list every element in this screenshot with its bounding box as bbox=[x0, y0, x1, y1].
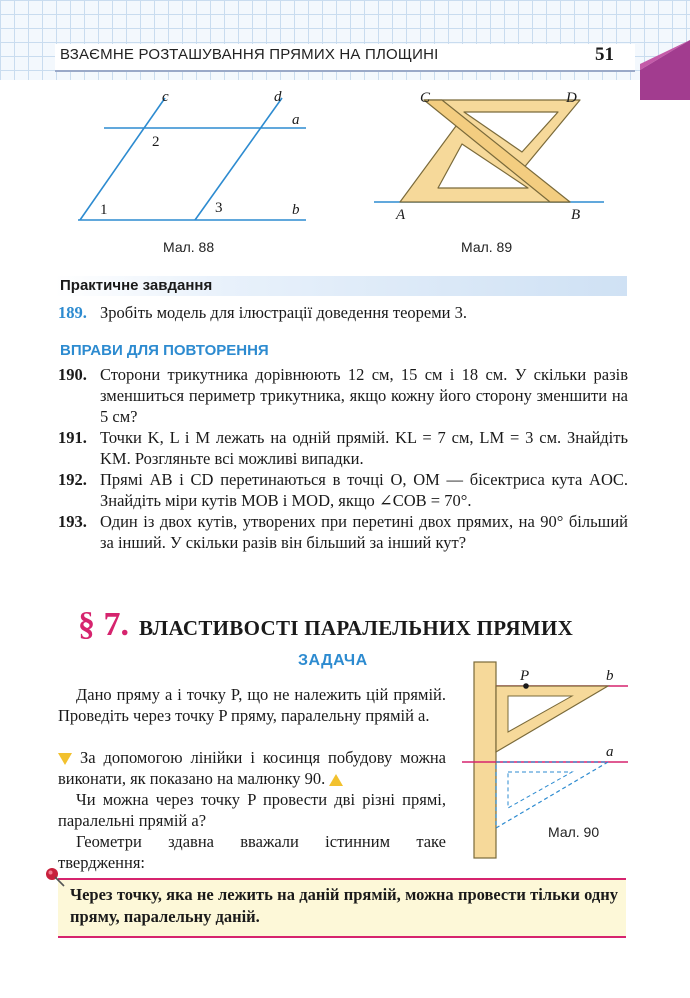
figure-90 bbox=[460, 660, 630, 860]
fig89-label-B: B bbox=[571, 207, 581, 223]
practical-task-title: Практичне завдання bbox=[60, 277, 213, 294]
fig88-label-b: b bbox=[292, 202, 300, 218]
point-P bbox=[523, 683, 529, 689]
fig89-label-D: D bbox=[566, 90, 577, 106]
page-number: 51 bbox=[595, 44, 614, 65]
fig88-caption: Мал. 88 bbox=[163, 239, 215, 255]
exercise-number: 190. bbox=[58, 365, 87, 384]
exercise-number: 192. bbox=[58, 470, 87, 489]
exercise-193 bbox=[58, 511, 628, 553]
task-paragraph-2-text: За допомогою лінійки і косинця побудову можна виконати, як показано на малюнку 90. bbox=[58, 748, 447, 788]
task-paragraph-3: Чи можна через точку P провести дві різні прямі, паралельні прямій a? bbox=[58, 790, 446, 830]
exercise-text: Один із двох кутів, утворених при перетині двох прямих, на 90° більший за інший. У скільки разів він більший за інший кут? bbox=[100, 512, 628, 552]
fig88-label-c: c bbox=[162, 89, 169, 105]
line-c bbox=[80, 98, 165, 220]
fig88-angle-1: 1 bbox=[100, 202, 108, 218]
exercise-text: Зробіть модель для ілюстрації доведення теореми 3. bbox=[100, 303, 468, 322]
vertical-ruler bbox=[474, 662, 496, 858]
task-paragraph-4: Геометри здавна вважали істинним таке твердження: bbox=[58, 832, 446, 872]
section-title: ВЛАСТИВОСТІ ПАРАЛЕЛЬНИХ ПРЯМИХ bbox=[139, 616, 574, 640]
solution-end-marker-icon bbox=[329, 774, 343, 786]
corner-tab-decoration bbox=[640, 40, 690, 100]
pushpin-icon bbox=[44, 866, 66, 888]
fig89-label-C: C bbox=[420, 90, 431, 106]
fig88-angle-2: 2 bbox=[152, 134, 160, 150]
rule-statement: Через точку, яка не лежить на даній прямій, можна провести тільки одну пряму, паралельну даній. bbox=[70, 885, 618, 926]
fig89-caption: Мал. 89 bbox=[461, 239, 513, 255]
exercise-number: 191. bbox=[58, 428, 87, 447]
fig88-label-d: d bbox=[274, 89, 282, 105]
task-paragraph-2 bbox=[58, 747, 446, 789]
exercise-text: Сторони трикутника дорівнюють 12 см, 15 см і 18 см. У скільки разів зменшиться периметр трикутника, якщо кожну його сторону зменшити на 5 см? bbox=[100, 365, 628, 426]
fig90-label-a: a bbox=[606, 744, 614, 760]
exercise-text: Точки K, L і M лежать на одній прямій. KL = 7 см, LM = 3 см. Знайдіть KM. Розгляньте всі можливі випадки. bbox=[100, 428, 628, 468]
solution-start-marker-icon bbox=[58, 753, 72, 765]
review-section-title: ВПРАВИ ДЛЯ ПОВТОРЕННЯ bbox=[60, 342, 269, 359]
exercise-192 bbox=[58, 469, 628, 511]
fig90-label-P: P bbox=[520, 668, 530, 684]
running-header-title: ВЗАЄМНЕ РОЗТАШУВАННЯ ПРЯМИХ НА ПЛОЩИНІ bbox=[60, 46, 439, 63]
section-number: § 7. bbox=[78, 606, 129, 643]
task-paragraph-1: Дано пряму a і точку P, що не належить цій прямій. Проведіть через точку P пряму, паралельну прямій a. bbox=[58, 685, 446, 725]
exercise-number: 193. bbox=[58, 512, 87, 531]
section-heading bbox=[78, 606, 573, 644]
fig90-label-b: b bbox=[606, 668, 614, 684]
exercise-190 bbox=[58, 364, 628, 427]
exercise-191 bbox=[58, 427, 628, 469]
figure-88 bbox=[70, 86, 310, 231]
fig90-caption: Мал. 90 bbox=[548, 824, 600, 840]
exercise-189 bbox=[58, 302, 628, 323]
line-d bbox=[195, 98, 282, 220]
task-heading: ЗАДАЧА bbox=[298, 652, 368, 669]
exercise-number: 189. bbox=[58, 303, 87, 322]
figure-89 bbox=[372, 86, 612, 226]
fig89-label-A: A bbox=[396, 207, 406, 223]
fig88-angle-3: 3 bbox=[215, 200, 223, 216]
exercise-text: Прямі AB і CD перетинаються в точці O, OM — бісектриса кута AOC. Знайдіть міри кутів MOB і MOD, якщо ∠COB = 70°. bbox=[100, 470, 628, 510]
fig88-label-a: a bbox=[292, 112, 300, 128]
